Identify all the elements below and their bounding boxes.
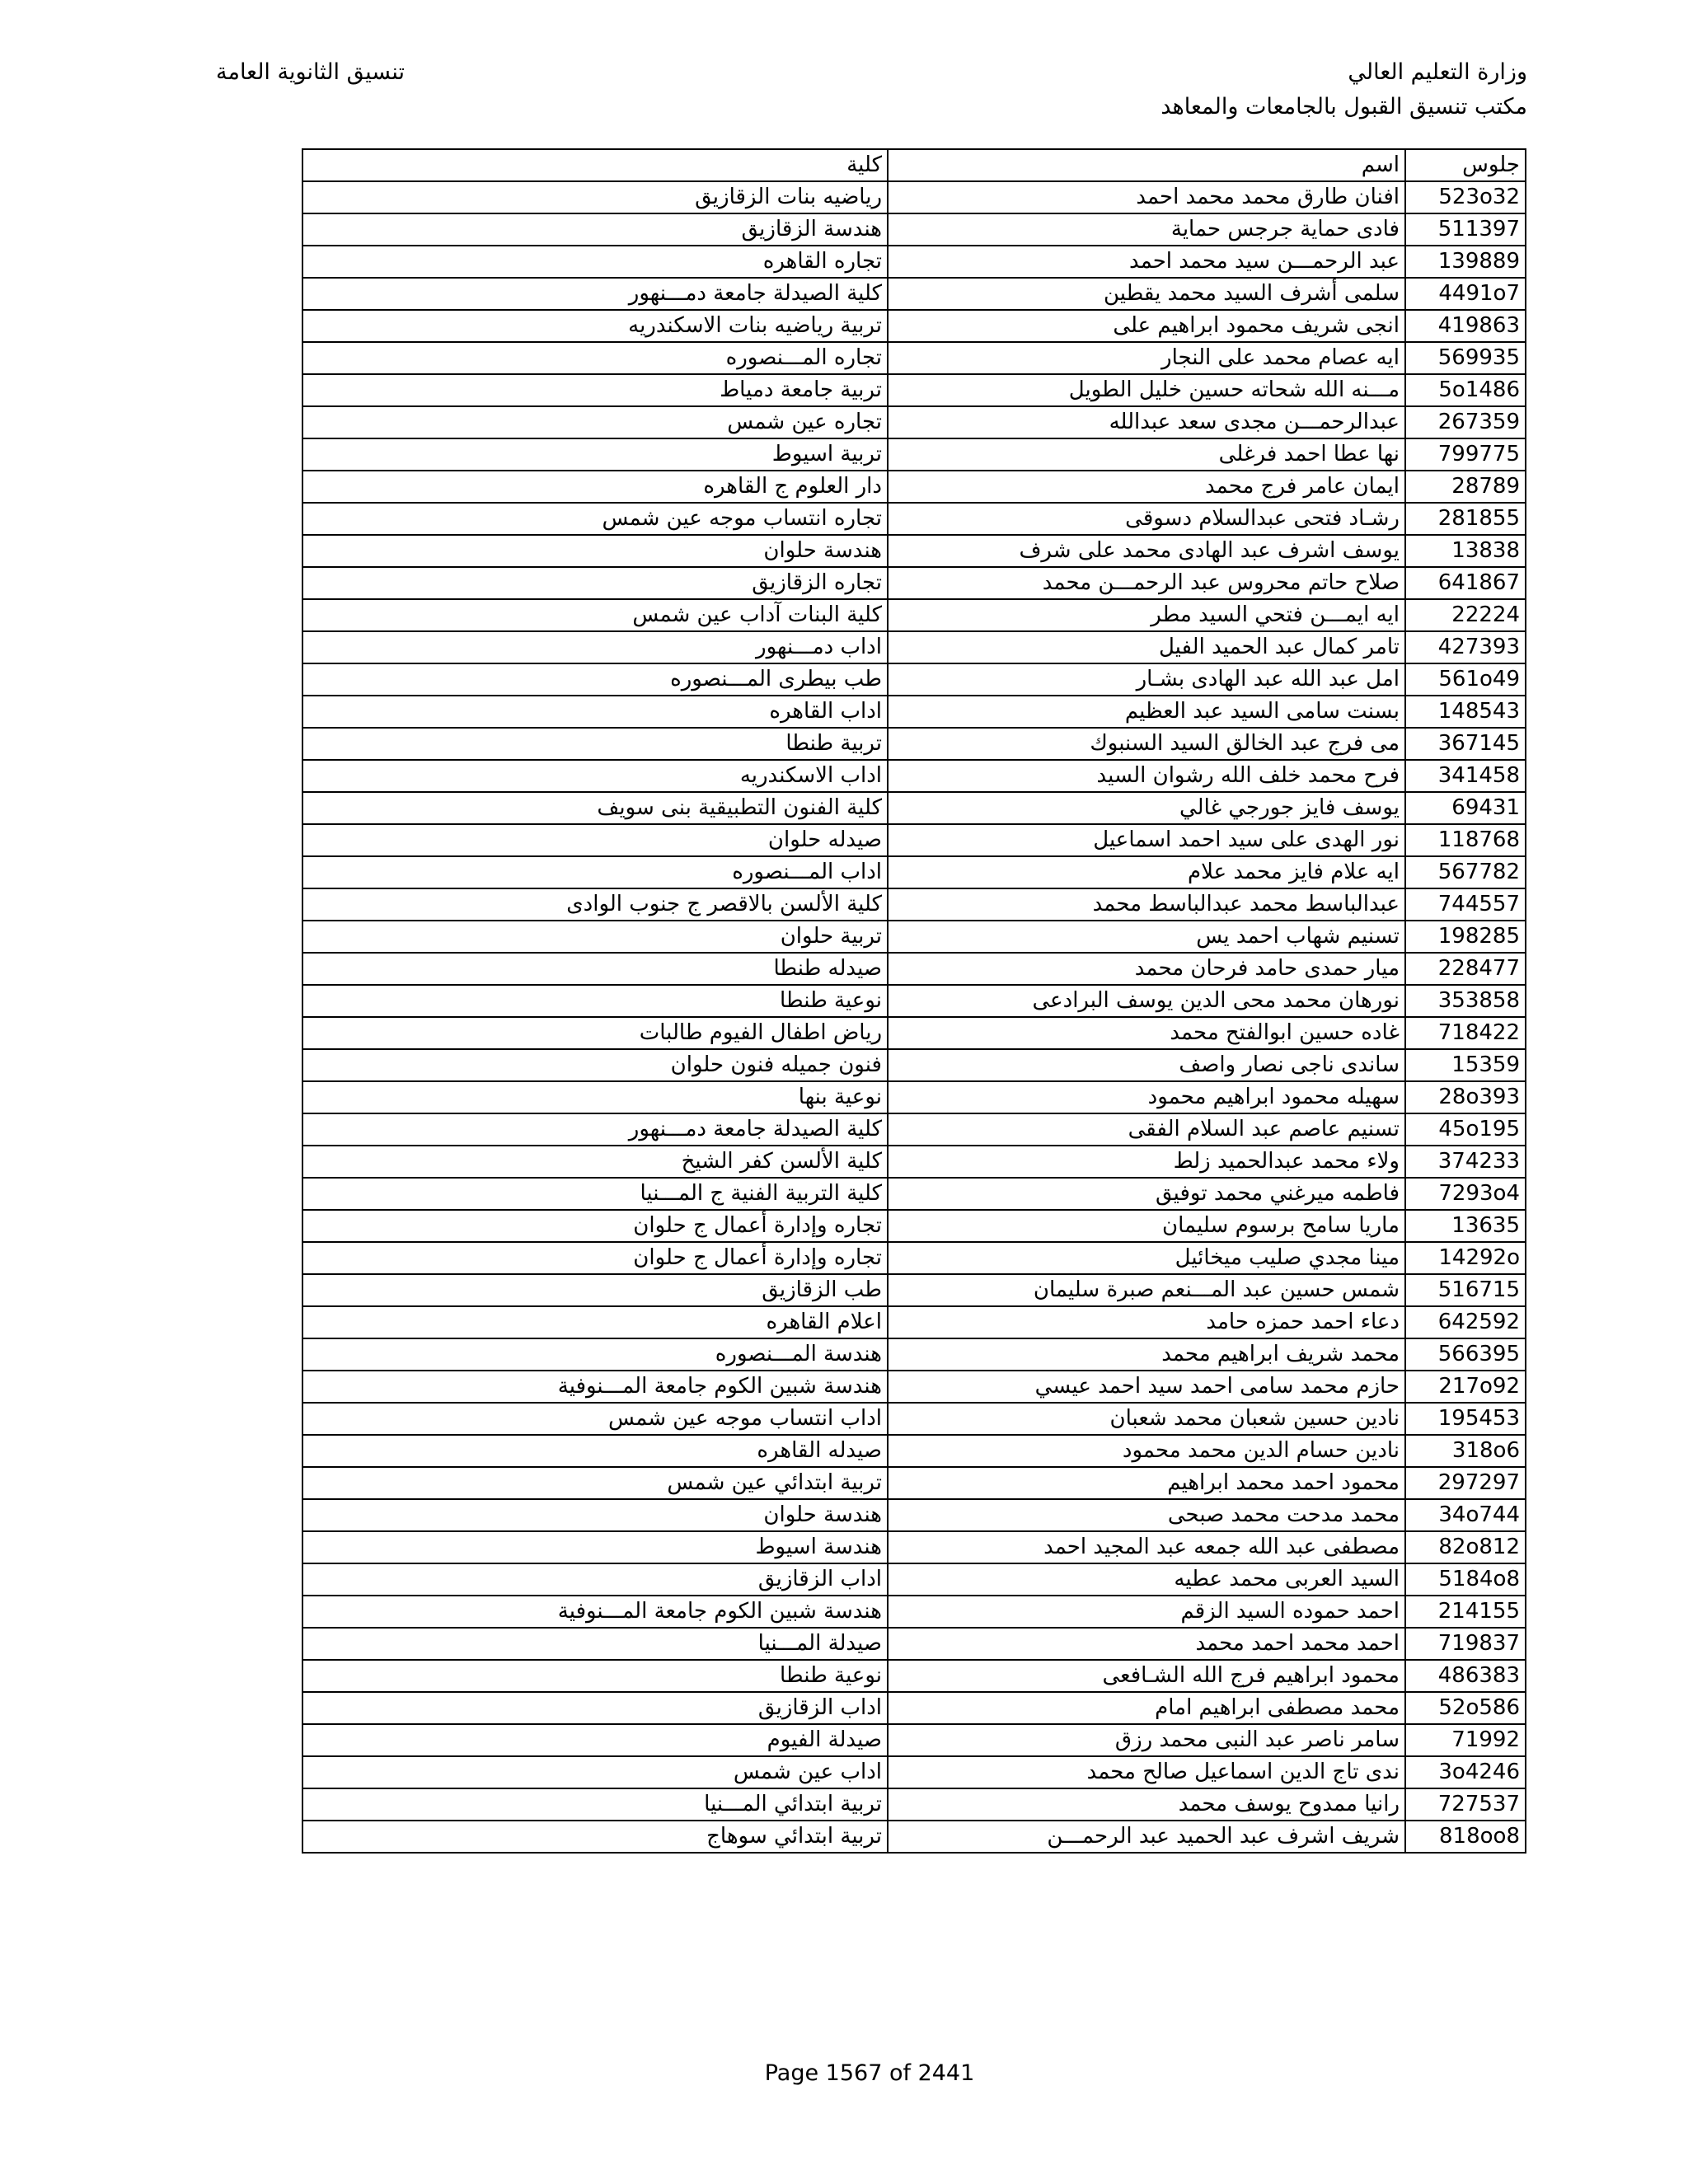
name-cell: محمود ابراهيم فرج الله الشـافعى xyxy=(888,1660,1405,1692)
seat-cell: 281855 xyxy=(1405,503,1526,535)
table-row xyxy=(302,1467,1526,1499)
faculty-cell: هندسة اسيوط xyxy=(302,1531,888,1563)
seat-cell: 28o393 xyxy=(1405,1081,1526,1113)
name-cell: نادين حسين شعبان محمد شعبان xyxy=(888,1403,1405,1435)
name-cell: رانيا ممدوح يوسف محمد xyxy=(888,1788,1405,1821)
seat-cell: 799775 xyxy=(1405,438,1526,471)
admissions-table xyxy=(302,148,1526,1854)
table-row xyxy=(302,728,1526,760)
name-cell: شمس حسين عبد المـــنعم صبرة سليمان xyxy=(888,1274,1405,1306)
table-row xyxy=(302,471,1526,503)
seat-cell: 374233 xyxy=(1405,1146,1526,1178)
faculty-cell: اداب المـــنصوره xyxy=(302,856,888,888)
faculty-cell: هندسة الزقازيق xyxy=(302,213,888,246)
name-cell: ايمان عامر فرج محمد xyxy=(888,471,1405,503)
seat-cell: 642592 xyxy=(1405,1306,1526,1338)
table-row xyxy=(302,246,1526,278)
faculty-cell: اداب الزقازيق xyxy=(302,1692,888,1724)
name-cell: نورهان محمد محى الدين يوسف البرادعى xyxy=(888,985,1405,1017)
seat-cell: 318o6 xyxy=(1405,1435,1526,1467)
table-row xyxy=(302,1660,1526,1692)
seat-cell: 82o812 xyxy=(1405,1531,1526,1563)
name-cell: صلاح حاتم محروس عبد الرحمـــن محمد xyxy=(888,567,1405,599)
table-row xyxy=(302,1242,1526,1274)
faculty-cell: تجاره عين شمس xyxy=(302,406,888,438)
name-cell: عبدالرحمـــن مجدى سعد عبدالله xyxy=(888,406,1405,438)
name-cell: مـــنه الله شحاته حسين خليل الطويل xyxy=(888,374,1405,406)
name-cell: ندى تاج الدين اسماعيل صالح محمد xyxy=(888,1756,1405,1788)
table-row xyxy=(302,1724,1526,1756)
table-row xyxy=(302,599,1526,631)
faculty-cell: كلية الصيدلة جامعة دمـــنهور xyxy=(302,1113,888,1146)
table-row xyxy=(302,888,1526,921)
name-cell: محمود احمد محمد ابراهيم xyxy=(888,1467,1405,1499)
faculty-cell: اعلام القاهره xyxy=(302,1306,888,1338)
column-header-name: اسم xyxy=(888,149,1405,181)
table-header-row xyxy=(302,149,1526,181)
name-cell: ساندى ناجى نصار واصف xyxy=(888,1049,1405,1081)
seat-cell: 267359 xyxy=(1405,406,1526,438)
name-cell: مينا مجدي صليب ميخائيل xyxy=(888,1242,1405,1274)
table-row xyxy=(302,1371,1526,1403)
column-header-faculty: كلية xyxy=(302,149,888,181)
seat-cell: 13838 xyxy=(1405,535,1526,567)
table-row xyxy=(302,1113,1526,1146)
faculty-cell: تجاره انتساب موجه عين شمس xyxy=(302,503,888,535)
seat-cell: 719837 xyxy=(1405,1628,1526,1660)
name-cell: ماريا سامح برسوم سليمان xyxy=(888,1210,1405,1242)
table-row xyxy=(302,824,1526,856)
faculty-cell: هندسة شبين الكوم جامعة المـــنوفية xyxy=(302,1371,888,1403)
name-cell: حازم محمد سامى احمد سيد احمد عيسي xyxy=(888,1371,1405,1403)
seat-cell: 69431 xyxy=(1405,792,1526,824)
faculty-cell: اداب دمـــنهور xyxy=(302,631,888,663)
faculty-cell: تجاره وإدارة أعمال ج حلوان xyxy=(302,1210,888,1242)
table-row xyxy=(302,310,1526,342)
seat-cell: 45o195 xyxy=(1405,1113,1526,1146)
name-cell: محمد مدحت محمد صبحى xyxy=(888,1499,1405,1531)
faculty-cell: دار العلوم ج القاهره xyxy=(302,471,888,503)
table-row xyxy=(302,181,1526,213)
seat-cell: 214155 xyxy=(1405,1596,1526,1628)
faculty-cell: كلية الألسن بالاقصر ج جنوب الوادى xyxy=(302,888,888,921)
table-row xyxy=(302,1788,1526,1821)
name-cell: مصطفى عبد الله جمعه عبد المجيد احمد xyxy=(888,1531,1405,1563)
seat-cell: 228477 xyxy=(1405,953,1526,985)
seat-cell: 148543 xyxy=(1405,696,1526,728)
faculty-cell: اداب الاسكندريه xyxy=(302,760,888,792)
faculty-cell: صيدله القاهره xyxy=(302,1435,888,1467)
table-row xyxy=(302,438,1526,471)
office-title: مكتب تنسيق القبول بالجامعات والمعاهد xyxy=(1160,94,1527,120)
table-row xyxy=(302,985,1526,1017)
table-row xyxy=(302,1210,1526,1242)
table-row xyxy=(302,567,1526,599)
name-cell: يوسف فايز جورجي غالي xyxy=(888,792,1405,824)
table-row xyxy=(302,342,1526,374)
name-cell: افنان طارق محمد محمد احمد xyxy=(888,181,1405,213)
seat-cell: 367145 xyxy=(1405,728,1526,760)
seat-cell: 727537 xyxy=(1405,1788,1526,1821)
table-row xyxy=(302,503,1526,535)
name-cell: يوسف اشرف عبد الهادى محمد على شرف xyxy=(888,535,1405,567)
name-cell: ميار حمدى حامد فرحان محمد xyxy=(888,953,1405,985)
table-row xyxy=(302,1306,1526,1338)
faculty-cell: تجاره القاهره xyxy=(302,246,888,278)
faculty-cell: تربية ابتدائي المـــنيا xyxy=(302,1788,888,1821)
name-cell: مى فرج عبد الخالق السيد السنبوك xyxy=(888,728,1405,760)
seat-cell: 52o586 xyxy=(1405,1692,1526,1724)
faculty-cell: نوعية طنطا xyxy=(302,985,888,1017)
table-row xyxy=(302,278,1526,310)
seat-cell: 217o92 xyxy=(1405,1371,1526,1403)
faculty-cell: اداب عين شمس xyxy=(302,1756,888,1788)
faculty-cell: كلية الألسن كفر الشيخ xyxy=(302,1146,888,1178)
faculty-cell: تجاره الزقازيق xyxy=(302,567,888,599)
faculty-cell: تربية اسيوط xyxy=(302,438,888,471)
table-row xyxy=(302,1563,1526,1596)
name-cell: احمد محمد احمد محمد xyxy=(888,1628,1405,1660)
table-row xyxy=(302,1435,1526,1467)
name-cell: ايه عصام محمد على النجار xyxy=(888,342,1405,374)
faculty-cell: تربية جامعة دمياط xyxy=(302,374,888,406)
faculty-cell: طب بيطرى المـــنصوره xyxy=(302,663,888,696)
table-row xyxy=(302,1178,1526,1210)
seat-cell: 818oo8 xyxy=(1405,1821,1526,1853)
seat-cell: 195453 xyxy=(1405,1403,1526,1435)
name-cell: نادين حسام الدين محمد محمود xyxy=(888,1435,1405,1467)
faculty-cell: صيدلة الفيوم xyxy=(302,1724,888,1756)
name-cell: السيد العربى محمد عطيه xyxy=(888,1563,1405,1596)
faculty-cell: تربية طنطا xyxy=(302,728,888,760)
seat-cell: 5o1486 xyxy=(1405,374,1526,406)
table-row xyxy=(302,1403,1526,1435)
table-row xyxy=(302,792,1526,824)
table-row xyxy=(302,856,1526,888)
faculty-cell: تربية رياضيه بنات الاسكندريه xyxy=(302,310,888,342)
name-cell: فرح محمد خلف الله رشوان السيد xyxy=(888,760,1405,792)
table-row xyxy=(302,213,1526,246)
faculty-cell: نوعية طنطا xyxy=(302,1660,888,1692)
seat-cell: 744557 xyxy=(1405,888,1526,921)
name-cell: تامر كمال عبد الحميد الفيل xyxy=(888,631,1405,663)
faculty-cell: صيدلة المـــنيا xyxy=(302,1628,888,1660)
name-cell: بسنت سامى السيد عبد العظيم xyxy=(888,696,1405,728)
name-cell: محمد شريف ابراهيم محمد xyxy=(888,1338,1405,1371)
faculty-cell: اداب الزقازيق xyxy=(302,1563,888,1596)
seat-cell: 13635 xyxy=(1405,1210,1526,1242)
seat-cell: 523o32 xyxy=(1405,181,1526,213)
table-row xyxy=(302,1146,1526,1178)
seat-cell: 486383 xyxy=(1405,1660,1526,1692)
seat-cell: 419863 xyxy=(1405,310,1526,342)
faculty-cell: كلية الصيدلة جامعة دمـــنهور xyxy=(302,278,888,310)
faculty-cell: تربية ابتدائي عين شمس xyxy=(302,1467,888,1499)
seat-cell: 353858 xyxy=(1405,985,1526,1017)
seat-cell: 561o49 xyxy=(1405,663,1526,696)
name-cell: امل عبد الله عبد الهادى بشـار xyxy=(888,663,1405,696)
name-cell: تسنيم عاصم عبد السلام الفقى xyxy=(888,1113,1405,1146)
table-row xyxy=(302,663,1526,696)
name-cell: غاده حسين ابوالفتح محمد xyxy=(888,1017,1405,1049)
name-cell: تسنيم شهاب احمد يس xyxy=(888,921,1405,953)
seat-cell: 14292o xyxy=(1405,1242,1526,1274)
ministry-title: وزارة التعليم العالي xyxy=(1348,59,1527,85)
faculty-cell: كلية البنات آداب عين شمس xyxy=(302,599,888,631)
faculty-cell: تربية ابتدائي سوهاج xyxy=(302,1821,888,1853)
table-row xyxy=(302,1338,1526,1371)
faculty-cell: هندسة شبين الكوم جامعة المـــنوفية xyxy=(302,1596,888,1628)
name-cell: محمد مصطفى ابراهيم امام xyxy=(888,1692,1405,1724)
faculty-cell: رياضيه بنات الزقازيق xyxy=(302,181,888,213)
seat-cell: 297297 xyxy=(1405,1467,1526,1499)
faculty-cell: طب الزقازيق xyxy=(302,1274,888,1306)
faculty-cell: تجاره وإدارة أعمال ج حلوان xyxy=(302,1242,888,1274)
table-row xyxy=(302,921,1526,953)
name-cell: نها عطا احمد فرغلى xyxy=(888,438,1405,471)
name-cell: سهيله محمود ابراهيم محمود xyxy=(888,1081,1405,1113)
name-cell: سلمى أشرف السيد محمد يقطين xyxy=(888,278,1405,310)
name-cell: ولاء محمد عبدالحميد زلط xyxy=(888,1146,1405,1178)
page-number: Page 1567 of 2441 xyxy=(764,2060,975,2086)
table-row xyxy=(302,1499,1526,1531)
seat-cell: 4491o7 xyxy=(1405,278,1526,310)
seat-cell: 3o4246 xyxy=(1405,1756,1526,1788)
faculty-cell: اداب انتساب موجه عين شمس xyxy=(302,1403,888,1435)
table-row xyxy=(302,1274,1526,1306)
seat-cell: 22224 xyxy=(1405,599,1526,631)
table-row xyxy=(302,1596,1526,1628)
coordination-title: تنسيق الثانوية العامة xyxy=(216,59,406,85)
table-row xyxy=(302,1049,1526,1081)
seat-cell: 34o744 xyxy=(1405,1499,1526,1531)
seat-cell: 718422 xyxy=(1405,1017,1526,1049)
faculty-cell: صيدله طنطا xyxy=(302,953,888,985)
seat-cell: 198285 xyxy=(1405,921,1526,953)
seat-cell: 5184o8 xyxy=(1405,1563,1526,1596)
faculty-cell: كلية الفنون التطبيقية بنى سويف xyxy=(302,792,888,824)
seat-cell: 641867 xyxy=(1405,567,1526,599)
faculty-cell: تجاره المـــنصوره xyxy=(302,342,888,374)
seat-cell: 139889 xyxy=(1405,246,1526,278)
seat-cell: 71992 xyxy=(1405,1724,1526,1756)
faculty-cell: اداب القاهره xyxy=(302,696,888,728)
seat-cell: 567782 xyxy=(1405,856,1526,888)
name-cell: عبدالباسط محمد عبدالباسط محمد xyxy=(888,888,1405,921)
seat-cell: 511397 xyxy=(1405,213,1526,246)
name-cell: دعاء احمد حمزه حامد xyxy=(888,1306,1405,1338)
seat-cell: 341458 xyxy=(1405,760,1526,792)
table-row xyxy=(302,406,1526,438)
name-cell: فاطمه ميرغني محمد توفيق xyxy=(888,1178,1405,1210)
table-row xyxy=(302,1756,1526,1788)
table-row xyxy=(302,696,1526,728)
seat-cell: 15359 xyxy=(1405,1049,1526,1081)
name-cell: شريف اشرف عبد الحميد عبد الرحمـــن xyxy=(888,1821,1405,1853)
column-header-seat: جلوس xyxy=(1405,149,1526,181)
seat-cell: 569935 xyxy=(1405,342,1526,374)
faculty-cell: هندسة حلوان xyxy=(302,1499,888,1531)
seat-cell: 7293o4 xyxy=(1405,1178,1526,1210)
name-cell: ايه ايمـــن فتحي السيد مطر xyxy=(888,599,1405,631)
table-row xyxy=(302,1628,1526,1660)
name-cell: نور الهدى على سيد احمد اسماعيل xyxy=(888,824,1405,856)
faculty-cell: هندسة المـــنصوره xyxy=(302,1338,888,1371)
table-row xyxy=(302,535,1526,567)
name-cell: سامر ناصر عبد النبى محمد رزق xyxy=(888,1724,1405,1756)
name-cell: عبد الرحمـــن سيد محمد احمد xyxy=(888,246,1405,278)
seat-cell: 427393 xyxy=(1405,631,1526,663)
table-row xyxy=(302,1017,1526,1049)
seat-cell: 516715 xyxy=(1405,1274,1526,1306)
table-row xyxy=(302,631,1526,663)
faculty-cell: رياض اطفال الفيوم طالبات xyxy=(302,1017,888,1049)
faculty-cell: كلية التربية الفنية ج المـــنيا xyxy=(302,1178,888,1210)
seat-cell: 566395 xyxy=(1405,1338,1526,1371)
name-cell: فادى حماية جرجس حماية xyxy=(888,213,1405,246)
faculty-cell: نوعية بنها xyxy=(302,1081,888,1113)
table-row xyxy=(302,374,1526,406)
name-cell: رشـاد فتحى عبدالسلام دسوقى xyxy=(888,503,1405,535)
seat-cell: 118768 xyxy=(1405,824,1526,856)
table-row xyxy=(302,1081,1526,1113)
faculty-cell: صيدله حلوان xyxy=(302,824,888,856)
faculty-cell: هندسة حلوان xyxy=(302,535,888,567)
table-row xyxy=(302,1692,1526,1724)
faculty-cell: تربية حلوان xyxy=(302,921,888,953)
faculty-cell: فنون جميله فنون حلوان xyxy=(302,1049,888,1081)
table-row xyxy=(302,1821,1526,1853)
name-cell: ايه علام فايز محمد علام xyxy=(888,856,1405,888)
name-cell: احمد حموده السيد الزقم xyxy=(888,1596,1405,1628)
seat-cell: 28789 xyxy=(1405,471,1526,503)
table-row xyxy=(302,953,1526,985)
table-row xyxy=(302,760,1526,792)
name-cell: انجى شريف محمود ابراهيم على xyxy=(888,310,1405,342)
table-row xyxy=(302,1531,1526,1563)
